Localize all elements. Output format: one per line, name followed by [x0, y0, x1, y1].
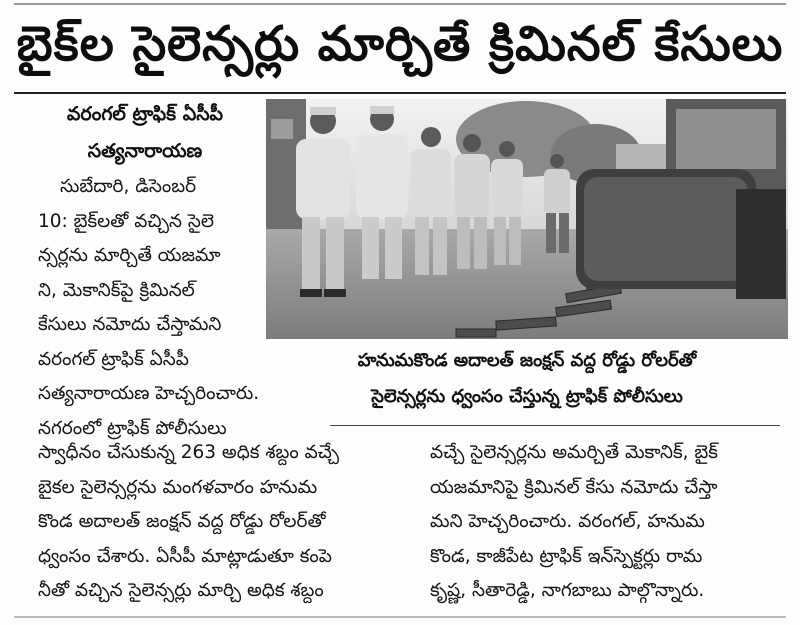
text-line: కొండ అదాలత్ జంక్షన్ వద్ద రోడ్డు రోలర్‌తో — [38, 511, 326, 532]
text-line: కృష్ణ, సీతారెడ్డి, నాగబాబు పాల్గొన్నారు. — [430, 580, 705, 601]
headline-rule — [14, 92, 786, 94]
column-1 — [38, 170, 259, 446]
text-line: నీతో వచ్చిన సైలెన్సర్లు మార్చి అధిక శబ్దం — [38, 580, 324, 601]
bottom-rule — [14, 616, 786, 618]
text-line: కేసులు నమోదు చేస్తామని — [38, 314, 222, 335]
text-line: వచ్చే సైలెన్సర్లను అమర్చితే మెకానిక్, బైక్ — [430, 442, 718, 463]
text-line: సుబేదారి, డిసెంబర్ — [60, 176, 197, 197]
text-line: ధ్వంసం చేశారు. ఏసీపీ మాట్లాడుతూ కంపె — [38, 545, 332, 567]
text-line: కొండ, కాజీపేట ట్రాఫిక్ ఇన్‌స్పెక్టర్లు రామ — [430, 545, 703, 567]
column-3 — [430, 436, 718, 609]
headline: బైక్‌ల సైలెన్సర్లు మార్చితే క్రిమినల్ కేసులు — [16, 16, 784, 72]
text-line: యజమానిపై క్రిమినల్ కేసు నమోదు చేస్తా — [430, 476, 718, 498]
text-line: 10: బైక్‌లతో వచ్చిన సైలె — [38, 210, 214, 232]
photo-caption-line-2: సైలెన్సర్లను ధ్వంసం చేస్తున్న ట్రాఫిక్ పోలీసులు — [371, 386, 683, 407]
byline-line-1: వరంగల్ ట్రాఫిక్ ఏసీపీ — [66, 103, 224, 125]
text-line: బైకల సైలెన్సర్లను మంగళవారం హనుమ — [38, 476, 318, 498]
text-line: మని హెచ్చరించారు. వరంగల్, హనుమ — [430, 511, 705, 532]
text-line: న్సర్లను మార్చితే యజమా — [38, 245, 221, 266]
column-2 — [38, 436, 339, 609]
byline-line-2: సత్యనారాయణ — [87, 140, 203, 162]
photo-police-road-roller — [266, 99, 788, 339]
photo-caption-line-1: హనుమకొండ అదాలత్ జంక్షన్ వద్ద రోడ్డు రోలర్‌తో — [357, 350, 697, 371]
text-line: నగరంలో ట్రాఫిక్ పోలీసులు — [38, 417, 227, 439]
text-line: వరంగల్ ట్రాఫిక్ ఏసీపీ — [38, 348, 189, 370]
text-line: స్వాధీనం చేసుకున్న 263 అధిక శబ్దం వచ్చే — [38, 442, 340, 463]
text-line: సత్యనారాయణ హెచ్చరించారు. — [38, 383, 260, 404]
text-line: ని, మెకానిక్‌పై క్రిమినల్ — [38, 279, 195, 301]
news-photo — [266, 99, 788, 339]
caption-rule — [330, 425, 780, 426]
top-rule — [14, 3, 786, 5]
